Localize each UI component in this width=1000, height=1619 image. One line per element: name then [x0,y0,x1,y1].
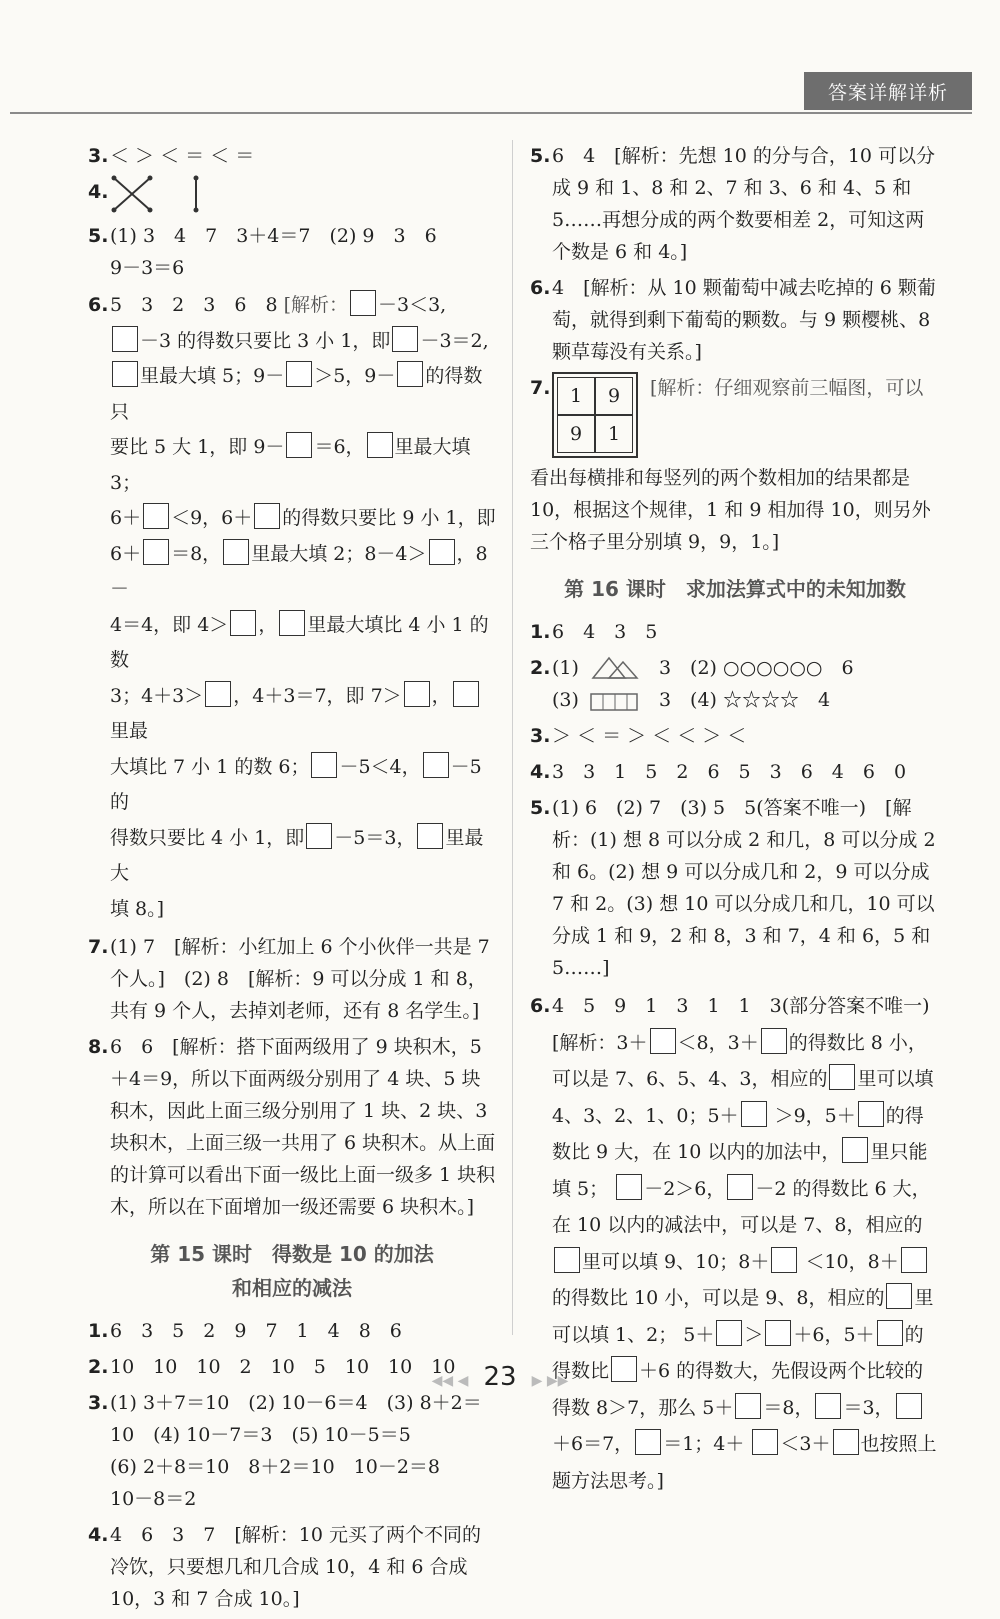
answer-text-segment: ＜3＋ [780,1433,831,1455]
blank-box [423,752,449,778]
answer-text-segment: 5. [88,225,109,247]
blank-box [392,326,418,352]
answer-item [530,792,940,984]
answer-text-segment: 的得数比 9 大，在 10 以内的加法中， [552,1104,924,1163]
answer-text-segment: ＝6， [314,436,365,458]
page-footer [0,1362,1000,1392]
answer-item [88,220,496,284]
answer-text-segment: 5＋ [683,1323,715,1346]
answer-text-segment: ＝1；4＋ [663,1433,745,1455]
prev-arrows-icon: ◀◀ ◀ [431,1373,469,1389]
blank-box [727,1174,753,1200]
answer-text-segment: 5. [530,797,551,819]
blank-box [429,539,455,565]
answer-text-segment: 里最大填 2；8－4＞ [251,542,427,565]
answer-text-segment: 5. [530,145,551,167]
blank-box [417,823,443,849]
answer-text-segment: ＞ ＜ ＝ ＞ ＜ ＜ ＞ ＜ [552,725,747,747]
blank-box [761,1028,787,1054]
blank-box [752,1429,778,1455]
answer-text-segment: －2 的得数比 6 大，在 10 以内的减法中，可以是 7、8，相应的 [552,1177,931,1236]
answer-item [530,988,949,1499]
answer-text-segment: 要比 5 大 1，即 9－ [110,436,285,458]
blank-box [143,539,169,565]
answer-text-segment: －3 的得数只要比 3 小 1，即 [140,329,391,352]
answer-text-segment: 6. [530,277,551,299]
blank-box [896,1393,922,1419]
answer-text-segment: ，4＋3＝7，即 7＞ [233,684,402,707]
answer-text-segment: 看出每横排和每竖列的两个数相加的结果都是 10，根据这个规律，1 和 9 相加得 10，则另外三个格子里分别填 9，9，1。] [530,467,931,553]
answer-text-segment: 里可以填 1、2； [552,1287,934,1346]
answer-text-segment: 1 [557,377,595,415]
right-column [530,140,949,1503]
answer-text-segment: ＜8，3＋ [677,1031,759,1054]
answer-text-segment: 也按照上题方法思考。] [552,1433,937,1492]
answer-text-segment: (1) 6 (2) 7 (3) 5 5(答案不唯一) [解析：(1) 想 8 可以分成 2 和几，8 可以分成 2 和 6。(2) 想 9 可以分成几和 2，9 可以分成 7 和 2。(3) 想 10 可以分成几和几，10 可以分成 1 和 9，2 和 8，3 和 7，4 和 6，5 和 5……] [552,797,936,979]
answer-text-segment: 4 [解析：从 10 颗葡萄中减去吃掉的 6 颗葡萄，就得到剩下葡萄的颗数。与 9 颗樱桃、8 颗草莓没有关系。] [552,277,936,363]
answer-text-segment: ＋6，5＋ [793,1323,875,1346]
answer-item [530,372,940,558]
answer-text-segment: 3. [88,145,109,167]
blank-box [886,1283,912,1309]
answer-text-segment: 4. [530,761,551,783]
answer-text-segment: [解析：仔细观察前三幅图，可以 [650,377,924,399]
answer-text-segment: 6 4 [解析：先想 10 的分与合，10 可以分成 9 和 1、8 和 2、7 和 3、6 和 4、5 和 5……再想分成的两个数要相差 2，可知这两个数是 6 和 4。] [552,145,936,263]
answer-text-segment: －2＞6， [644,1177,726,1200]
answer-text-segment: 里可以填 4、3、2、1、0；5＋ [552,1068,934,1127]
answer-text-segment: 2. [530,657,551,679]
answer-text-segment: 1. [88,1320,109,1342]
answer-text-segment: －5＝3， [334,826,416,849]
blank-box [404,681,430,707]
blank-box [350,290,376,316]
answer-text-segment: ，8－ [110,542,488,600]
blank-box [397,361,423,387]
answer-item [530,720,940,752]
answer-text-segment: 第 15 课时 得数是 10 的加法 [150,1242,434,1266]
answer-item [530,272,940,368]
blank-box [877,1320,903,1346]
blank-box [765,1320,791,1346]
answer-text-segment: 6 4 3 5 [552,621,658,643]
answer-text-segment: 得数只要比 4 小 1，即 [110,826,305,849]
answer-text-segment: 7. [88,936,109,958]
blank-box [858,1101,884,1127]
answer-text-segment: 4 6 3 7 [解析：10 元买了两个不同的冷饮，只要想几和几合成 10，4 和 6 合成 10，3 和 7 合成 10。] [110,1524,481,1610]
answer-text-segment: 4. [88,181,109,203]
answer-text-segment: [解析： [283,294,348,316]
answer-text-segment: 1 [595,415,633,453]
answer-text: ＜ ＞ ＜ ＝ ＜ ＝ [110,145,255,167]
answer-text-segment: 大填比 7 小 1 的数 6； [110,755,310,778]
answer-text-segment: 7. [530,377,551,399]
answer-text-segment: 的得数只 [110,365,483,423]
answer-text-segment: 9 [557,415,595,453]
answer-text-segment: 6＋ [110,507,142,529]
answer-item [88,176,496,216]
blank-box [230,610,256,636]
blank-box [650,1028,676,1054]
blank-box [901,1247,927,1273]
answer-text-segment: 4. [88,1524,109,1546]
blank-box [223,539,249,565]
answer-text-segment: －5 的 [110,755,482,813]
lesson-title [88,1237,496,1305]
answer-text-segment: 3. [530,725,551,747]
tent-picture-icon [589,654,641,680]
answer-text-segment: ＝8， [763,1396,814,1419]
lesson-title: 第 16 课时 求加法算式中的未知加数 [564,577,906,601]
answer-item [88,1519,496,1615]
answer-text-segment: 里最大填比 4 小 1 的数 [110,613,489,671]
answer-item [88,931,496,1027]
column-divider [512,140,513,1335]
answer-text-segment: 3 (2) ○○○○○○ 6 [658,657,854,679]
blank-box [112,361,138,387]
blank-box [635,1429,661,1455]
answer-text-segment: 3. [88,1392,109,1414]
answer-text-segment: 的得数比 10 小，可以是 9、8，相应的 [552,1287,885,1309]
answer-text-segment: (6) 2＋8＝10 8＋2＝10 10－2＝8 [110,1456,441,1478]
answer-text-segment: 6 3 5 2 9 7 1 4 8 6 [110,1320,402,1342]
answer-text-segment: 里最大 [110,826,484,884]
answer-text-segment: 10 (4) 10－7＝3 (5) 10－5＝5 [110,1424,411,1446]
answer-text-segment: 3；4＋3＞ [110,684,204,707]
answer-text-segment: ＋6＝7， [552,1433,634,1455]
answer-text-segment: 里最 [110,720,149,742]
answer-text-segment: 6. [530,995,551,1017]
answer-text-segment: ＝3， [843,1396,894,1419]
house-picture-icon [589,688,641,712]
blank-box [741,1101,767,1127]
answer-text-segment: ， [431,684,451,707]
blank-box [205,681,231,707]
answer-text-segment: －3＜3, [378,294,447,316]
answer-text-segment: 3 (4) ☆☆☆☆ 4 [658,689,831,711]
answer-item [88,1315,496,1347]
answer-text-segment: 的得数只要比 9 小 1，即 [282,507,496,529]
blank-box [311,752,337,778]
answer-text-segment: ， [258,613,278,636]
blank-box [286,361,312,387]
answer-item [530,652,940,716]
answer-text-segment: 5 3 2 3 6 8 [110,294,278,316]
blank-box [716,1320,742,1346]
number-grid [552,372,638,458]
answer-item [88,140,496,172]
answer-text-segment: 8. [88,1036,109,1058]
blank-box [842,1137,868,1163]
answer-text-segment: －3＝2, [420,329,489,352]
blank-box [735,1393,761,1419]
blank-box [254,503,280,529]
blank-box [112,326,138,352]
answer-text-segment: ＋6 的得数大，先假设两个比较的得数 8＞7，那么 [552,1360,924,1419]
answer-text-segment: 里最大填 3； [110,436,471,494]
answer-text-segment: ＜9，6＋ [171,507,253,529]
answer-text-segment: 9－3＝6 [110,257,185,279]
answer-text-segment: (3) [552,689,579,711]
answer-text-segment: 填 8。] [110,897,165,920]
answer-text-segment: (1) [552,657,579,679]
section-header-tab: 答案详解详析 [804,72,972,110]
answer-text-segment: ＝8， [171,542,222,565]
answer-item [88,288,496,927]
answer-text-segment: 4 5 9 1 3 1 1 3(部分答案不唯一) [解析：3＋ [552,995,949,1054]
blank-box [453,681,479,707]
blank-box [143,503,169,529]
blank-box [306,823,332,849]
answer-text-segment: 和相应的减法 [232,1276,352,1300]
answer-text-segment: 里可以填 9、10；8＋ [582,1250,770,1273]
answer-text-segment: 1. [530,621,551,643]
blank-box [286,432,312,458]
answer-item [530,756,940,788]
answer-text-segment: 6 6 [解析：搭下面两级用了 9 块积木，5＋4＝9，所以下面两级分别用了 4 块、5 块积木，因此上面三级分别用了 1 块、2 块、3 块积木，上面三级一共用了 6 块积木。从上面的计算可以看出下面一级比上面一级多 1 块积木，所以在下面增加一级还需要 6 块积木。] [110,1036,496,1218]
answer-text-segment: －5＜4， [339,755,421,778]
answer-item [88,1387,496,1515]
blank-box [367,432,393,458]
answer-text-segment: ＞5，9－ [314,365,396,387]
answer-item [530,140,940,268]
answer-text-segment: 里只能填 5； [552,1141,928,1200]
answer-text-segment: 2. [88,1356,109,1378]
blank-box [829,1064,855,1090]
answer-text-segment: 的得数比 [552,1323,924,1382]
header-rule [10,112,972,114]
blank-box [279,610,305,636]
answer-text-segment: 9 [595,377,633,415]
answer-text-segment: 4＝4，即 4＞ [110,613,229,636]
answer-text-segment: 的得数比 8 小，可以是 7、6、5、4、3，相应的 [552,1031,927,1090]
answer-text-segment: (1) 7 [解析：小红加上 6 个小伙伴一共是 7 个人。] (2) 8 [解析：9 可以分成 1 和 8，共有 9 个人，去掉刘老师，还有 8 名学生。] [110,936,490,1022]
blank-box [833,1429,859,1455]
left-column [88,140,496,1619]
answer-text-segment: ＞ [744,1323,764,1346]
answer-item [530,616,940,648]
answer-text-segment: (1) 3＋7＝10 (2) 10－6＝4 (3) 8＋2＝ [110,1392,482,1414]
answer-text-segment: 里最大填 5；9－ [140,365,285,387]
answer-text-segment: 6. [88,294,109,316]
answer-text-segment: 10－8＝2 [110,1488,197,1510]
answer-text-segment: 5＋ [702,1396,734,1419]
next-arrows-icon: ▶ ▶▶ [531,1373,569,1389]
answer-text-segment: ＜10，8＋ [805,1250,899,1273]
answer-text-segment: 3 3 1 5 2 6 5 3 6 4 6 0 [552,761,907,783]
answer-text-segment: 10 10 10 2 10 5 10 10 10 [110,1356,456,1378]
blank-box [771,1247,797,1273]
blank-box [616,1174,642,1200]
answer-text-segment: (1) 3 4 7 3＋4＝7 (2) 9 3 6 [110,225,437,247]
blank-box [554,1247,580,1273]
answer-item [88,1031,496,1223]
blank-box [815,1393,841,1419]
page-number: 23 [483,1362,517,1392]
answer-text-segment: 6＋ [110,542,142,565]
matching-lines-figure [110,174,230,214]
answer-text-segment: ＞9，5＋ [774,1104,856,1127]
